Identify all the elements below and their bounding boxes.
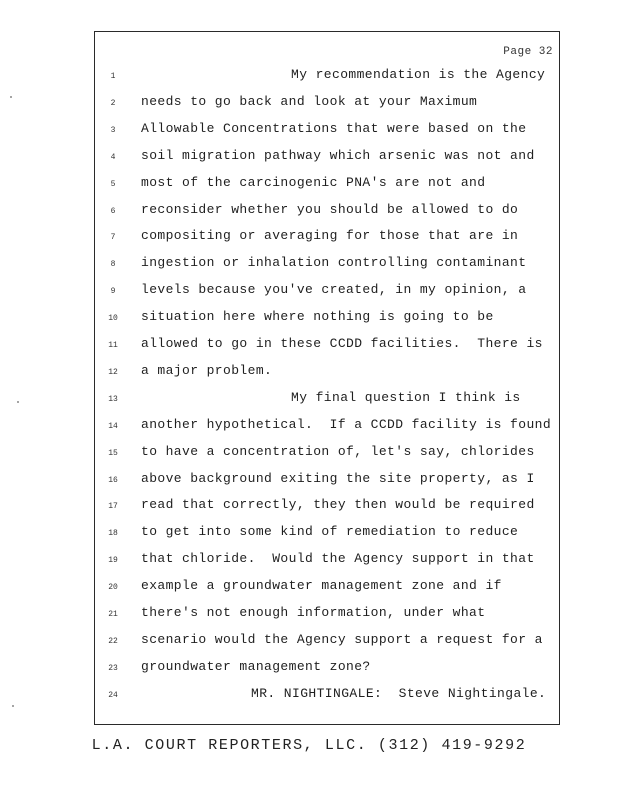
transcript-line (95, 686, 559, 713)
line-text: scenario would the Agency support a request for a (141, 631, 543, 647)
line-number: 2 (110, 98, 116, 108)
transcript-line (95, 578, 559, 605)
line-number: 5 (110, 179, 116, 189)
line-text: needs to go back and look at your Maximum (141, 93, 478, 109)
transcript-line (95, 471, 559, 498)
line-number: 4 (110, 152, 116, 162)
transcript-line (95, 148, 559, 175)
line-text: to get into some kind of remediation to reduce (141, 524, 519, 540)
line-text: groundwater management zone? (141, 658, 371, 674)
transcript-line (95, 363, 559, 390)
transcript-line (95, 417, 559, 444)
line-text: compositing or averaging for those that are in (141, 228, 519, 244)
line-text: situation here where nothing is going to be (141, 309, 494, 325)
line-number: 14 (108, 421, 118, 431)
line-text: My final question I think is (291, 389, 521, 405)
transcript-line (95, 444, 559, 471)
line-number: 17 (108, 502, 118, 512)
line-text: My recommendation is the Agency (291, 67, 546, 82)
line-text: levels because you've created, in my opinion, a (141, 282, 527, 298)
line-number: 21 (108, 610, 118, 619)
transcript-line (95, 67, 559, 94)
line-number: 6 (110, 206, 116, 216)
transcript-line (95, 202, 559, 229)
line-text: above background exiting the site property, as I (141, 470, 535, 486)
transcript-line (95, 551, 559, 578)
line-text: example a groundwater management zone and if (141, 578, 502, 594)
footer-reporter-info: L.A. COURT REPORTERS, LLC. (312) 419-9292 (91, 737, 527, 754)
transcript-line (95, 228, 559, 255)
scan-mark (17, 401, 19, 403)
transcript-line (95, 175, 559, 202)
line-text: another hypothetical. If a CCDD facility is found (141, 416, 552, 432)
transcript-line (95, 605, 559, 632)
line-text: a major problem. (141, 362, 273, 378)
line-number: 9 (110, 287, 116, 297)
scan-mark (10, 96, 12, 98)
page-number: Page 32 (503, 46, 553, 58)
line-text: there's not enough information, under what (141, 605, 486, 620)
line-number: 16 (108, 475, 118, 485)
line-number: 12 (108, 367, 118, 377)
transcript-line (95, 121, 559, 148)
line-number: 23 (108, 663, 118, 673)
line-number: 3 (110, 125, 116, 135)
scan-mark (12, 705, 14, 707)
line-number: 7 (110, 233, 116, 243)
line-text: most of the carcinogenic PNA's are not and (141, 174, 486, 190)
line-number: 19 (108, 556, 118, 566)
transcript-line (95, 255, 559, 282)
line-number: 20 (108, 583, 118, 593)
line-text: that chloride. Would the Agency support in that (141, 551, 535, 567)
line-number: 18 (108, 529, 118, 539)
transcript-line (95, 282, 559, 309)
line-number: 1 (110, 72, 116, 81)
transcript-line (95, 524, 559, 551)
line-number: 24 (108, 690, 118, 700)
transcript-line (95, 632, 559, 659)
line-number: 8 (110, 260, 116, 270)
line-number: 22 (108, 636, 118, 646)
line-text: ingestion or inhalation controlling contaminant (141, 255, 527, 271)
transcript-line (95, 497, 559, 524)
transcript-line (95, 94, 559, 121)
transcript-line (95, 336, 559, 363)
line-number: 15 (108, 448, 118, 458)
line-text: to have a concentration of, let's say, chlorides (141, 443, 535, 459)
line-number: 11 (108, 341, 118, 350)
line-number: 10 (108, 314, 118, 324)
line-text: read that correctly, they then would be required (141, 497, 535, 513)
line-text: reconsider whether you should be allowed to do (141, 201, 519, 217)
transcript-line (95, 659, 559, 686)
transcript-line (95, 390, 559, 417)
transcript-line (95, 309, 559, 336)
line-number: 13 (108, 394, 118, 404)
line-text: soil migration pathway which arsenic was not and (141, 147, 535, 163)
line-text: MR. NIGHTINGALE: Steve Nightingale. (251, 685, 547, 701)
transcript-page (94, 31, 560, 725)
line-text: Allowable Concentrations that were based on the (141, 120, 527, 136)
line-text: allowed to go in these CCDD facilities. There is (141, 336, 543, 351)
